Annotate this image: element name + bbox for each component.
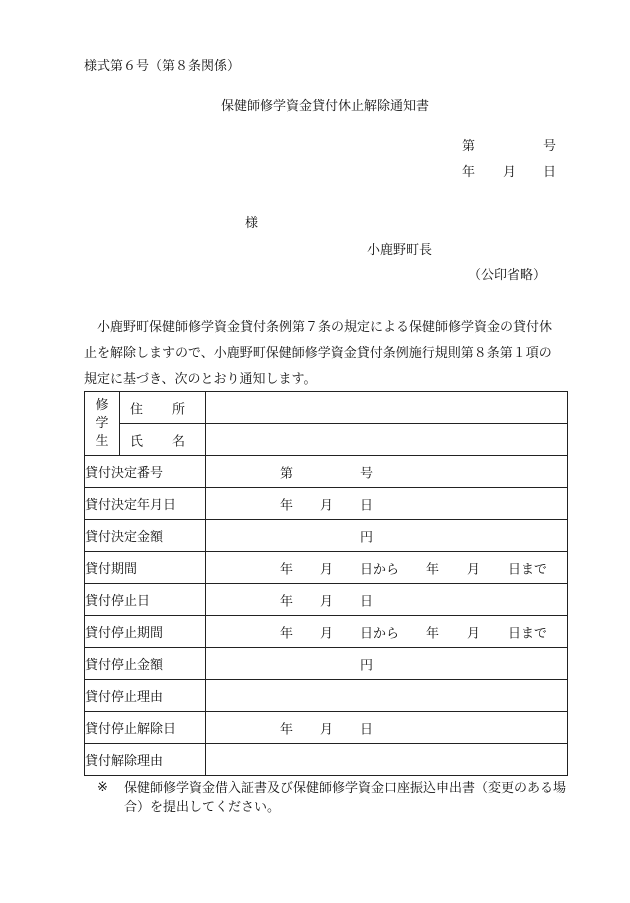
suspension-reason-field[interactable] [206, 680, 568, 712]
name-label: 氏 名 [120, 424, 206, 456]
form-number: 様式第６号（第８条関係） [84, 59, 241, 74]
table-row-suspension-date [85, 584, 568, 616]
release-date-field[interactable]: 年 月 日 [206, 712, 568, 744]
number-prefix: 第 [462, 139, 476, 154]
table-row-decision-amount [85, 520, 568, 552]
name-field[interactable] [206, 424, 568, 456]
suspension-reason-label: 貸付停止理由 [85, 680, 206, 712]
address-field[interactable] [206, 392, 568, 424]
table-row-suspension-reason [85, 680, 568, 712]
decision-date-label: 貸付決定年月日 [85, 488, 206, 520]
table-row-decision-date [85, 488, 568, 520]
decision-date-field[interactable]: 年 月 日 [206, 488, 568, 520]
note-mark: ※ [97, 780, 108, 795]
body-line: 規定に基づき、次のとおり通知します。 [84, 372, 317, 387]
table-row-release-date [85, 712, 568, 744]
note-text: 保健師修学資金借入証書及び保健師修学資金口座振込申出書（変更のある場合）を提出してください。 [124, 781, 567, 815]
date-month: 月 [503, 165, 517, 180]
student-group-label: 修 学 生 [85, 392, 120, 456]
body-line: 止を解除しますので、小鹿野町保健師修学資金貸付条例施行規則第８条第１項の [84, 346, 552, 361]
addressee-suffix: 様 [245, 216, 259, 231]
suspension-amount-field[interactable]: 円 [206, 648, 568, 680]
table-row-suspension-period [85, 616, 568, 648]
decision-amount-label: 貸付決定金額 [85, 520, 206, 552]
table-row-name [85, 424, 568, 456]
suspension-period-field[interactable]: 年 月 日から 年 月 日まで [206, 616, 568, 648]
document-title: 保健師修学資金貸付休止解除通知書 [221, 99, 430, 114]
address-label: 住 所 [120, 392, 206, 424]
notification-table [84, 391, 568, 776]
body-paragraph [84, 315, 568, 393]
loan-period-label: 貸付期間 [85, 552, 206, 584]
suspension-amount-label: 貸付停止金額 [85, 648, 206, 680]
loan-period-field[interactable]: 年 月 日から 年 月 日まで [206, 552, 568, 584]
release-reason-label: 貸付解除理由 [85, 744, 206, 776]
suspension-period-label: 貸付停止期間 [85, 616, 206, 648]
body-line: 小鹿野町保健師修学資金貸付条例第７条の規定による保健師修学資金の貸付休 [97, 320, 553, 335]
table-row-suspension-amount [85, 648, 568, 680]
seal-note: （公印省略） [468, 268, 547, 283]
release-date-label: 貸付停止解除日 [85, 712, 206, 744]
date-day: 日 [543, 165, 557, 180]
decision-number-field[interactable]: 第 号 [206, 456, 568, 488]
sender-name: 小鹿野町長 [367, 243, 433, 258]
decision-amount-field[interactable]: 円 [206, 520, 568, 552]
number-suffix: 号 [543, 139, 557, 154]
table-row-address [85, 392, 568, 424]
suspension-date-field[interactable]: 年 月 日 [206, 584, 568, 616]
table-row-release-reason [85, 744, 568, 776]
decision-number-label: 貸付決定番号 [85, 456, 206, 488]
release-reason-field[interactable] [206, 744, 568, 776]
suspension-date-label: 貸付停止日 [85, 584, 206, 616]
table-row-loan-period [85, 552, 568, 584]
date-year: 年 [462, 165, 476, 180]
table-row-decision-number [85, 456, 568, 488]
